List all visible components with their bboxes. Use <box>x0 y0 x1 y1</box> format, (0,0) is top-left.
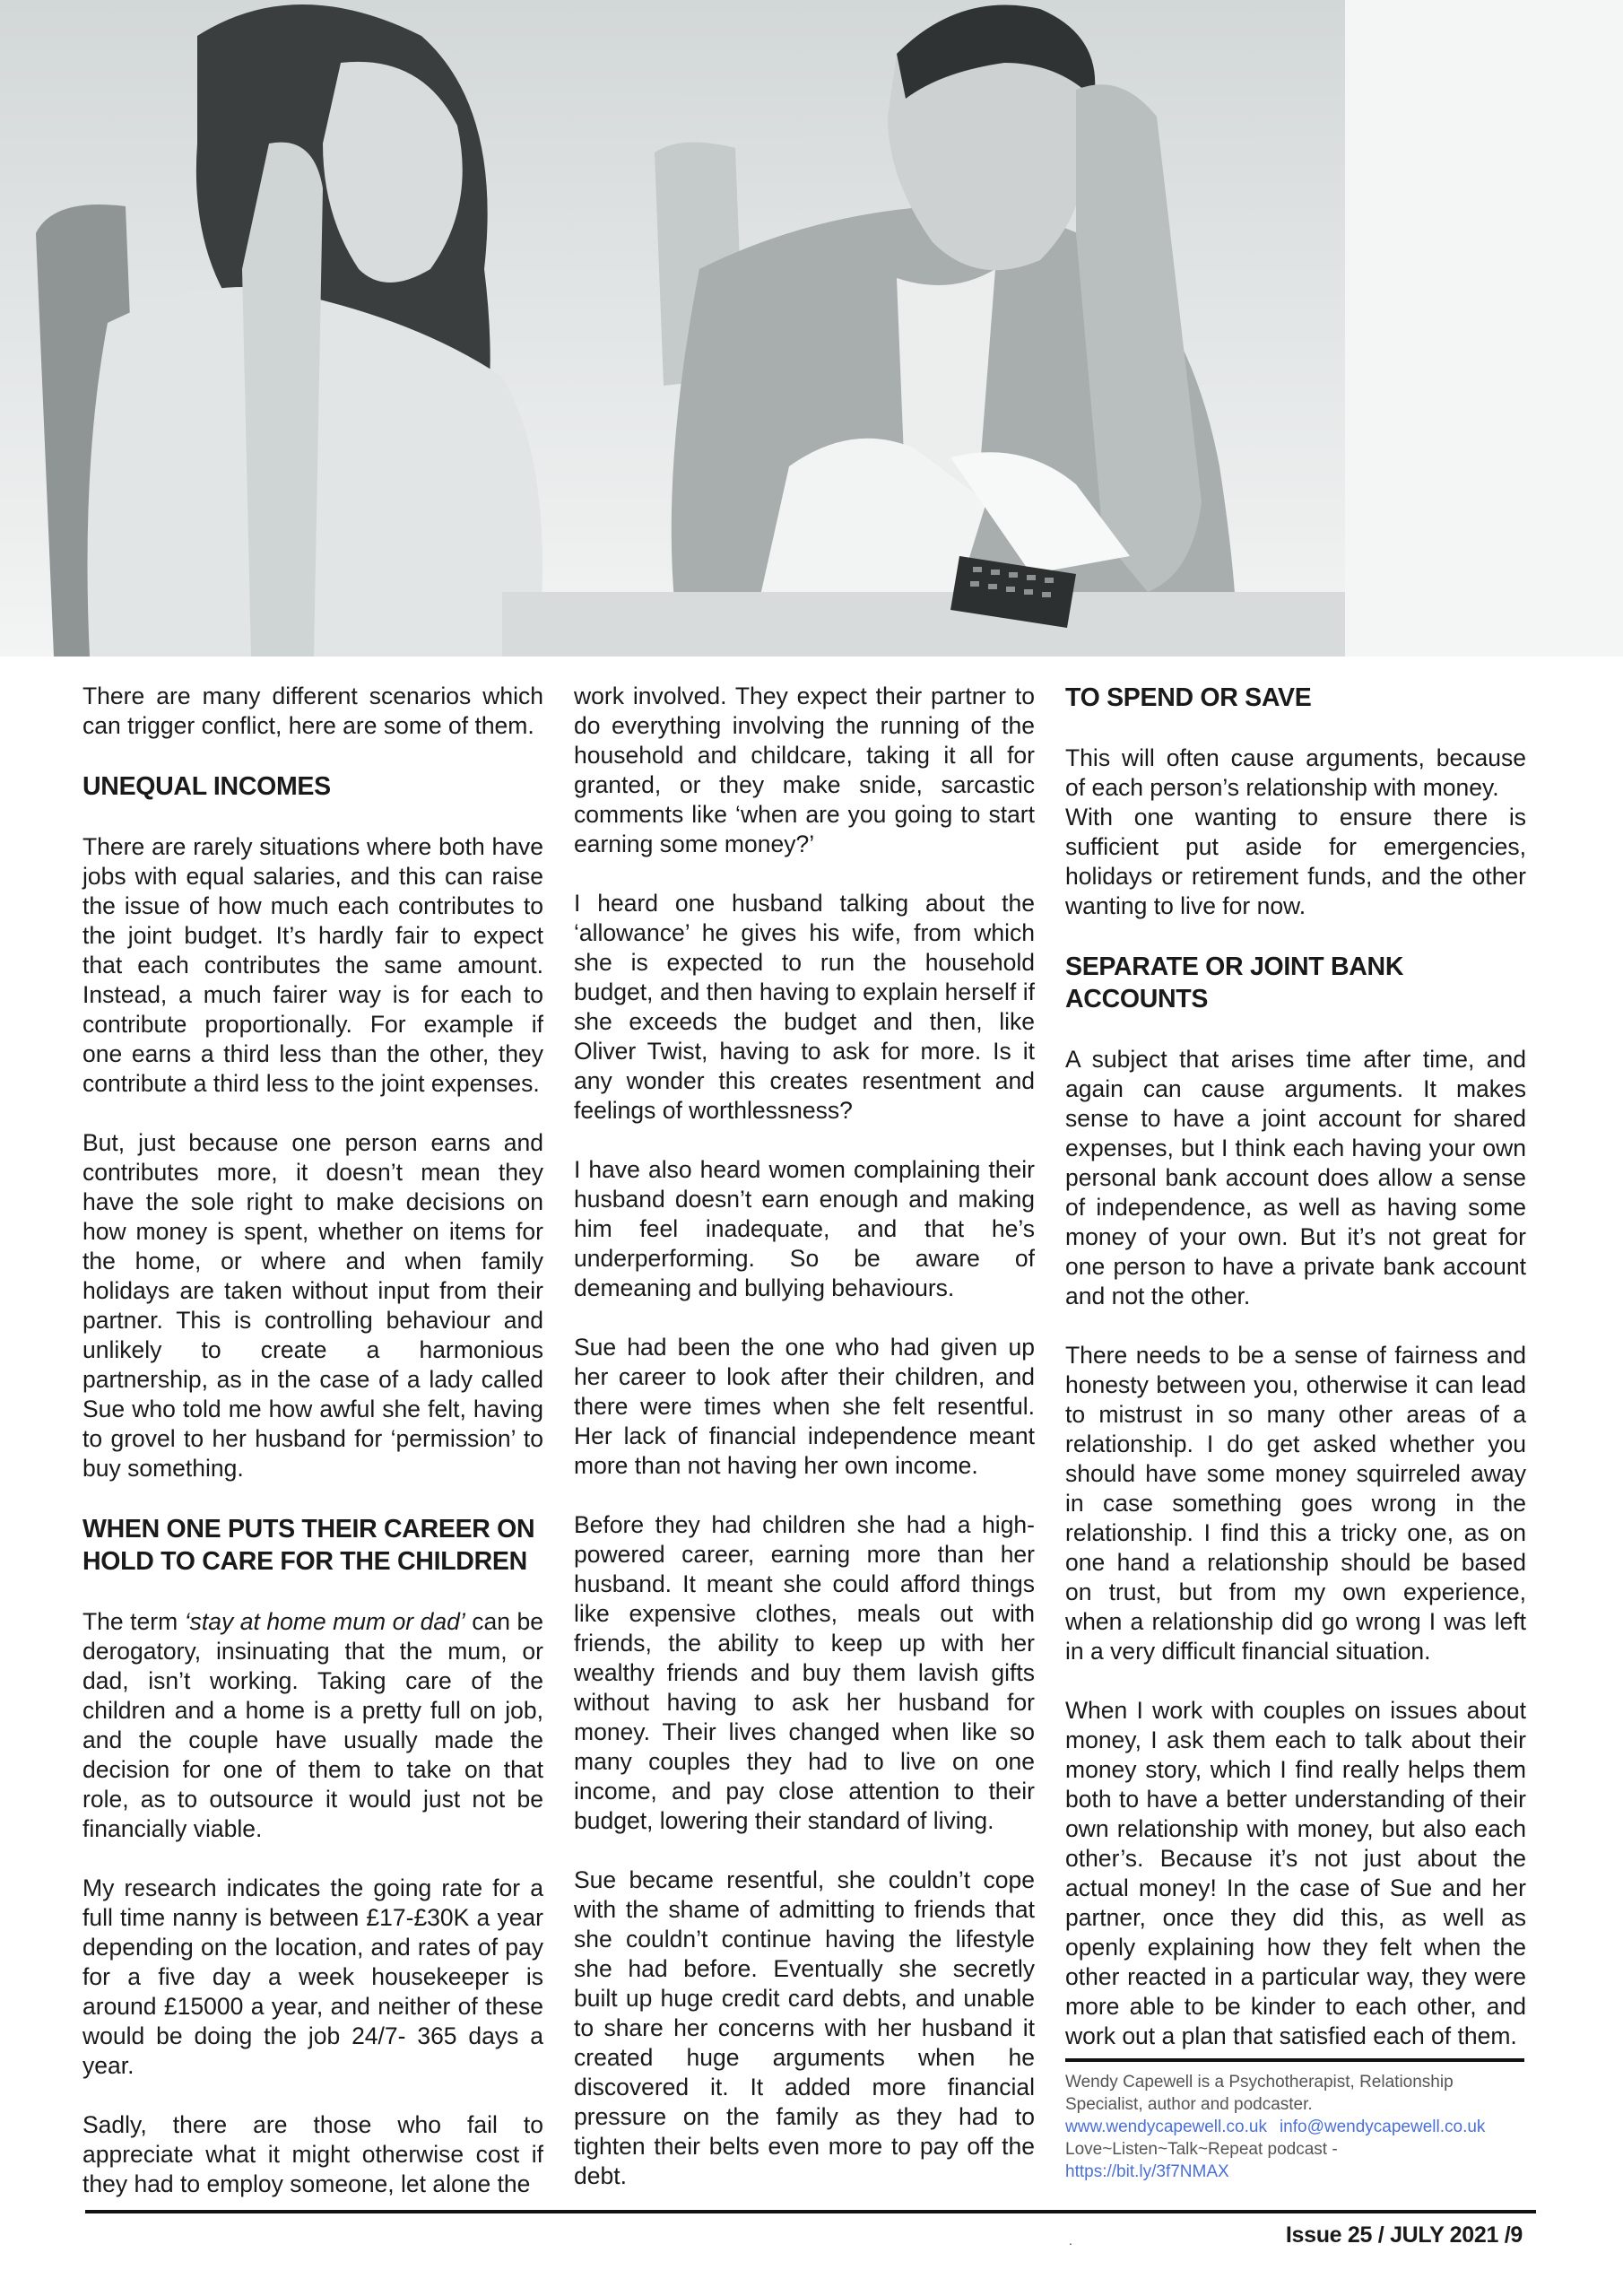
author-bio <box>1065 2071 1526 2183</box>
paragraph: Sue had been the one who had given up her career to look after their children, and there were times when she felt resentful. Her lack of financial independence meant more than not having her own income. <box>574 1334 1035 1479</box>
paragraph: When I work with couples on issues about money, I ask them each to talk about their money story, which I find really helps them both to have a better understanding of their own relationship with money, but also each other’s. Because it’s not just about the actual money! In the case of Sue and her partner, once they did this, as well as openly explaining how they felt when the other reacted in a particular way, they were more able to be kinder to each other, and work out a plan that satisfied each of them. <box>1065 1697 1526 2049</box>
paragraph: There are rarely situations where both have jobs with equal salaries, and this can raise the issue of how much each contributes to the joint budget. It’s hardly fair to expect that each contributes the same amount. Instead, a much fairer way is for each to contribute proportionally. For example if one earns a third less than the other, they contribute a third less to the joint expenses. <box>82 833 543 1097</box>
paragraph: My research indicates the going rate for a full time nanny is between £17-£30K a year depending on the location, and rates of pay for a five day a week housekeeper is around £15000 a year, and neither of these would be doing the job 24/7- 365 days a year. <box>82 1874 543 2079</box>
article-column-right <box>1065 682 1526 2183</box>
article-column-left <box>82 682 543 2229</box>
paragraph: I have also heard women complaining their husband doesn’t earn enough and making him feel inadequate, and that he’s underperforming. So be aware of demeaning and bullying behaviours. <box>574 1156 1035 1301</box>
section-heading-spend-or-save: TO SPEND OR SAVE <box>1065 683 1312 712</box>
section-heading-bank-accounts: SEPARATE OR JOINT BANK ACCOUNTS <box>1065 952 1404 1013</box>
text-run: The term <box>82 1608 185 1635</box>
footer-dot: . <box>1069 2233 1072 2248</box>
issue-page-label: Issue 25 / JULY 2021 /9 <box>1285 2222 1523 2248</box>
paragraph: But, just because one person earns and contributes more, it doesn’t mean they have the sole right to make decisions on how money is spent, whether on items for the home, or where and when family holidays are taken without input from their partner. This is controlling behaviour and unlikely to create a harmonious partnership, as in the case of a lady called Sue who told me how awful she felt, having to grovel to her husband for ‘permission’ to buy something. <box>82 1129 543 1482</box>
paragraph: With one wanting to ensure there is sufficient put aside for emergencies, holidays or retirement funds, and the other wanting to live for now. <box>1065 804 1526 919</box>
text-run: This will often cause arguments, because of each person’s relationship with money. <box>1065 744 1526 801</box>
bio-text: Wendy Capewell is a Psychotherapist, Relationship Specialist, author and podcaster. <box>1065 2073 1454 2114</box>
email-link[interactable]: info@wendycapewell.co.uk <box>1279 2118 1486 2136</box>
website-link[interactable]: www.wendycapewell.co.uk <box>1065 2118 1267 2136</box>
podcast-label: Love~Listen~Talk~Repeat podcast - <box>1065 2140 1338 2159</box>
text-run: can be derogatory, insinuating that the mum, or dad, isn’t working. Taking care of the children and a home is a pretty full on job, and the couple have usually made the decision for one of them to take on that role, as to outsource it would just not be financially viable. <box>82 1608 544 1842</box>
paragraph <box>1065 744 1526 803</box>
section-heading-career-on-hold: WHEN ONE PUTS THEIR CAREER ON HOLD TO CARE FOR THE CHILDREN <box>82 1515 535 1576</box>
bio-divider <box>1065 2058 1524 2062</box>
article-photo <box>0 0 1623 657</box>
paragraph: work involved. They expect their partner to do everything involving the running of the household and childcare, taking it all for granted, or they make snide, sarcastic comments like ‘when are you going to start earning some money?’ <box>574 683 1035 857</box>
article-column-middle <box>574 682 1035 2221</box>
paragraph: I heard one husband talking about the ‘allowance’ he gives his wife, from which she is expected to run the household budget, and then having to explain herself if she exceeds the budget and then, like Oliver Twist, having to ask for more. Is it any wonder this creates resentment and feelings of worthlessness? <box>574 890 1035 1124</box>
footer-divider <box>85 2210 1536 2213</box>
paragraph: Sadly, there are those who fail to appreciate what it might otherwise cost if they had to employ someone, let alone the <box>82 2111 543 2197</box>
paragraph: A subject that arises time after time, and again can cause arguments. It makes sense to have a joint account for shared expenses, but I think each having your own personal bank account does allow a sense of independence, as well as having some money of your own. But it’s not great for one person to have a private bank account and not the other. <box>1065 1046 1526 1309</box>
couple-photo-illustration <box>0 0 1623 657</box>
paragraph: Sue became resentful, she couldn’t cope with the shame of admitting to friends that she couldn’t continue having the lifestyle she had before. Eventually she secretly built up huge credit card debts, and unable to share her concerns with her husband it created huge arguments when he discovered it. It added more financial pressure on the family as they had to tighten their belts even more to pay off the debt. <box>574 1866 1035 2189</box>
paragraph <box>82 1607 543 1844</box>
intro-paragraph: There are many different scenarios which can trigger conflict, here are some of them. <box>82 683 543 739</box>
paragraph: Before they had children she had a high-powered career, earning more than her husband. It meant she could afford things like expensive clothes, meals out with friends, the ability to keep up with her wealthy friends and buy them lavish gifts without having to ask her husband for money. Their lives changed when like so many couples they had to live on one income, and pay close attention to their budget, lowering their standard of living. <box>574 1511 1035 1834</box>
bio-contacts <box>1065 2116 1526 2138</box>
paragraph: There needs to be a sense of fairness and honesty between you, otherwise it can lead to mistrust in so many other areas of a relationship. I do get asked whether you should have some money squirreled away in case something goes wrong in the relationship. I find this a tricky one, as on one hand a relationship should be based on trust, but from my own experience, when a relationship did go wrong I was left in a very difficult financial situation. <box>1065 1342 1526 1665</box>
podcast-link[interactable]: https://bit.ly/3f7NMAX <box>1065 2162 1229 2181</box>
italic-quote: ‘stay at home mum or dad’ <box>184 1608 465 1635</box>
section-heading-unequal-incomes: UNEQUAL INCOMES <box>82 772 331 801</box>
